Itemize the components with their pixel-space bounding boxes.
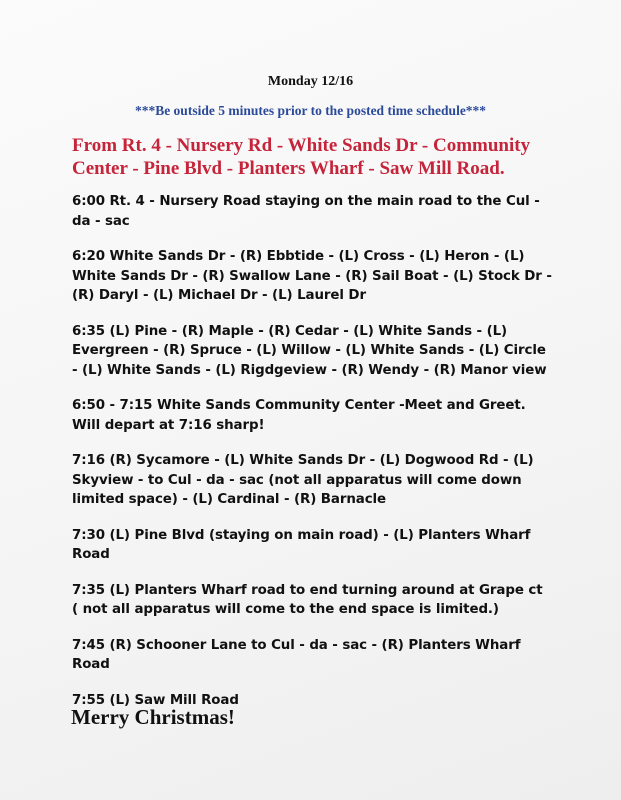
stop-item: 6:50 - 7:15 White Sands Community Center -Meet and Greet. Will depart at 7:16 sharp!	[72, 398, 526, 433]
stop-item: 6:00 Rt. 4 - Nursery Road staying on the main road to the Cul - da - sac	[72, 194, 540, 229]
stop-list	[72, 192, 552, 726]
stop-item: 6:20 White Sands Dr - (R) Ebbtide - (L) Cross - (L) Heron - (L) White Sands Dr - (R) Swallow Lane - (R) Sail Boat - (L) Stock Dr - (R) Daryl - (L) Michael Dr - (L) Laurel Dr	[72, 249, 552, 303]
stop-item: 6:35 (L) Pine - (R) Maple - (R) Cedar - (L) White Sands - (L) Evergreen - (R) Spruce - (L) Willow - (L) White Sands - (L) Circle - (L) White Sands - (L) Rigdgeview - (R) Wendy - (R) Manor view	[72, 323, 547, 378]
closing-greeting: Merry Christmas!	[71, 705, 235, 729]
stop-item: 7:16 (R) Sycamore - (L) White Sands Dr - (L) Dogwood Rd - (L) Skyview - to Cul - da - sac (not all apparatus will come down limited space) - (L) Cardinal - (R) Barnacle	[72, 453, 534, 507]
stop-item: 7:30 (L) Pine Blvd (staying on main road) - (L) Planters Wharf Road	[72, 527, 531, 562]
stop-item: 7:35 (L) Planters Wharf road to end turning around at Grape ct ( not all apparatus will come to the end space is limited.)	[72, 582, 543, 617]
route-title: From Rt. 4 - Nursery Rd - White Sands Dr - Community Center - Pine Blvd - Planters Wharf - Saw Mill Road.	[72, 135, 531, 179]
stop-item: 7:45 (R) Schooner Lane to Cul - da - sac - (R) Planters Wharf Road	[72, 637, 521, 672]
schedule-date: Monday 12/16	[267, 74, 354, 89]
stop-item: 7:55 (L) Saw Mill Road	[72, 692, 239, 708]
arrival-notice: ***Be outside 5 minutes prior to the posted time schedule***	[134, 103, 487, 118]
